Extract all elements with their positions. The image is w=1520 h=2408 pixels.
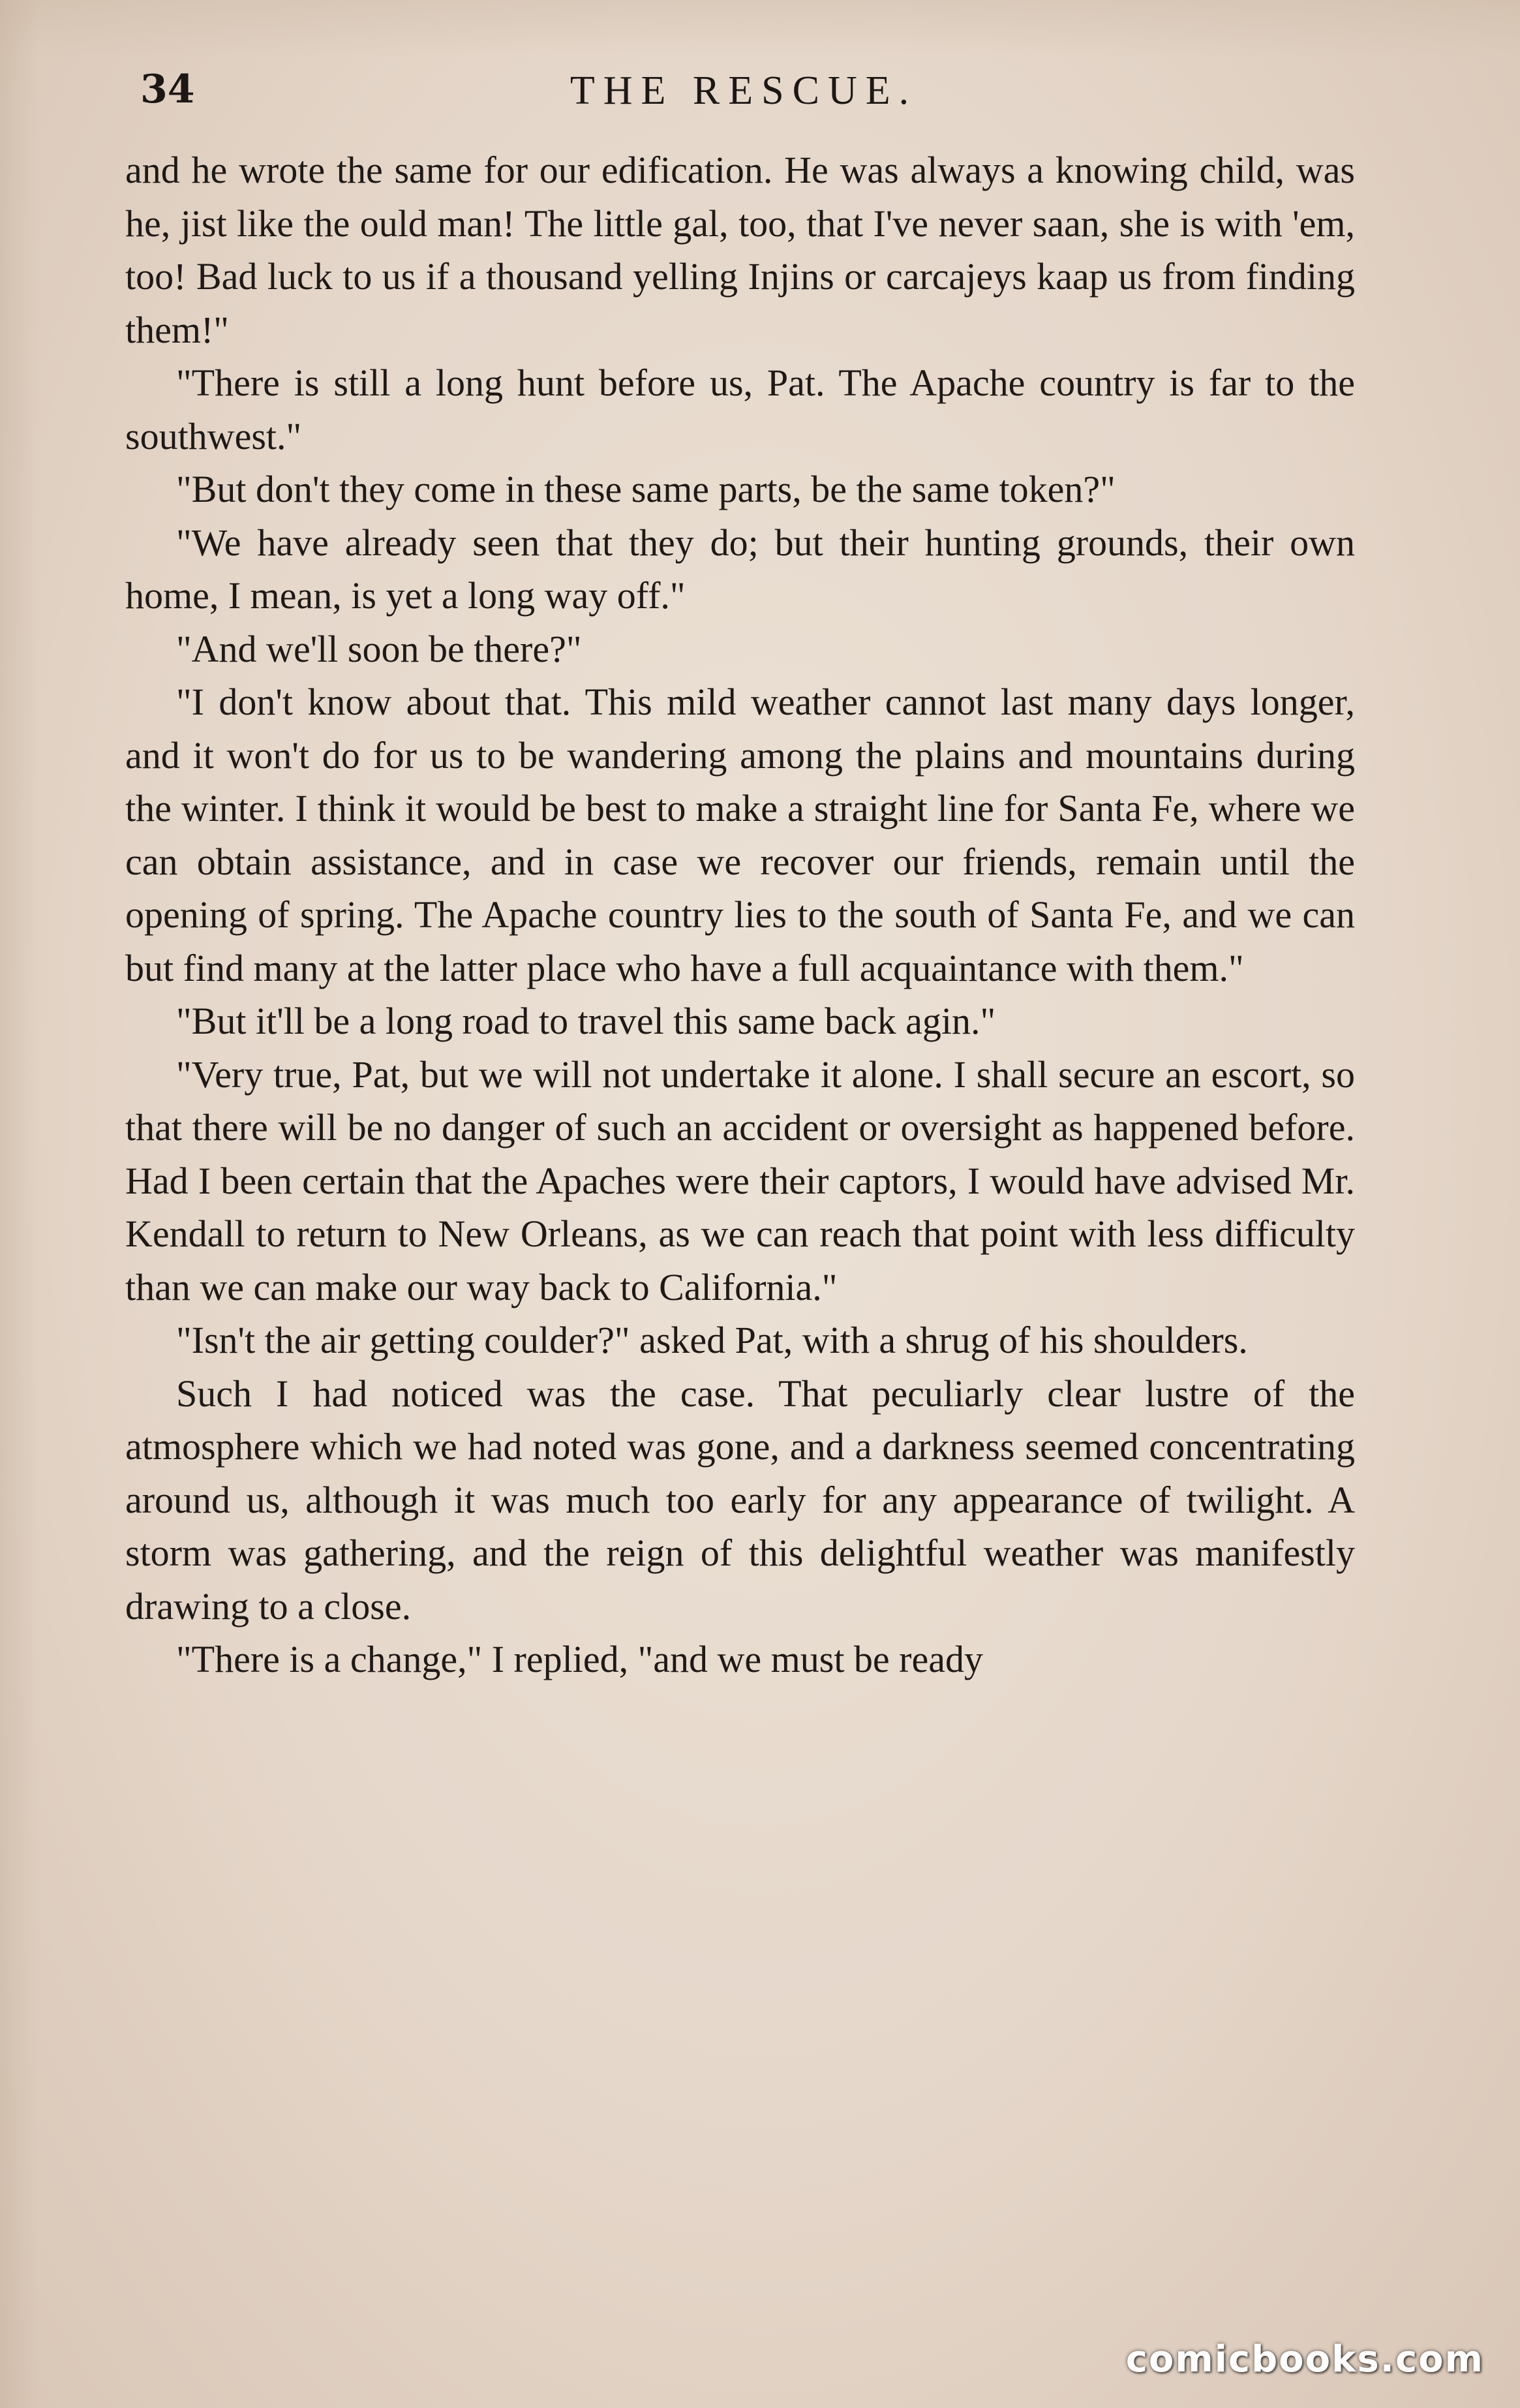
paragraph: "I don't know about that. This mild weather cannot last many days longer, and it won't do for us to be wandering among the plains and mountains during the winter. I think it would be best to make a straight line for Santa Fe, where we can obtain assistance, and in case we recover our friends, remain until the opening of spring. The Apache country lies to the south of Santa Fe, and we can but find many at the latter place who have a full acquaintance with them.": [125, 681, 1355, 989]
paragraph: "We have already seen that they do; but their hunting grounds, their own home, I mean, is yet a long way off.": [125, 521, 1355, 617]
paragraph: "Very true, Pat, but we will not undertake it alone. I shall secure an escort, so that there will be no danger of such an accident or oversight as happened before. Had I been certain that the Apaches were their captors, I would have advised Mr. Kendall to return to New Orleans, as we can reach that point with less difficulty than we can make our way back to California.": [125, 1053, 1355, 1308]
paragraph: "And we'll soon be there?": [176, 627, 582, 670]
paragraph: "There is still a long hunt before us, Pat. The Apache country is far to the southwest.": [125, 362, 1355, 457]
body-text: [125, 144, 1355, 1686]
paragraph: "Isn't the air getting coulder?" asked Pat, with a shrug of his shoulders.: [176, 1319, 1248, 1361]
paragraph: Such I had noticed was the case. That peculiarly clear lustre of the atmosphere which we had noted was gone, and a darkness seemed concentrating around us, although it was much too early for any appearance of twilight. A storm was gathering, and the reign of this delightful weather was manifestly drawing to a close.: [125, 1372, 1355, 1628]
paragraph: "But don't they come in these same parts, be the same token?": [176, 468, 1116, 510]
paragraph: and he wrote the same for our edification. He was always a knowing child, was he, jist like the ould man! The little gal, too, that I've never saan, she is with 'em, too! Bad luck to us if a thousand yelling Injins or carcajeys kaap us from finding them!": [125, 149, 1355, 351]
page-edge-stain: [0, 0, 39, 2408]
page-top-stain: [0, 0, 1520, 59]
paragraph: "But it'll be a long road to travel this same back agin.": [176, 1000, 996, 1042]
page-number: 34: [140, 67, 195, 112]
watermark: comicbooks.com: [1125, 2338, 1484, 2381]
page-header: [130, 60, 1357, 132]
running-head: THE RESCUE.: [570, 69, 918, 113]
paragraph: "There is a change," I replied, "and we must be ready: [176, 1638, 983, 1680]
